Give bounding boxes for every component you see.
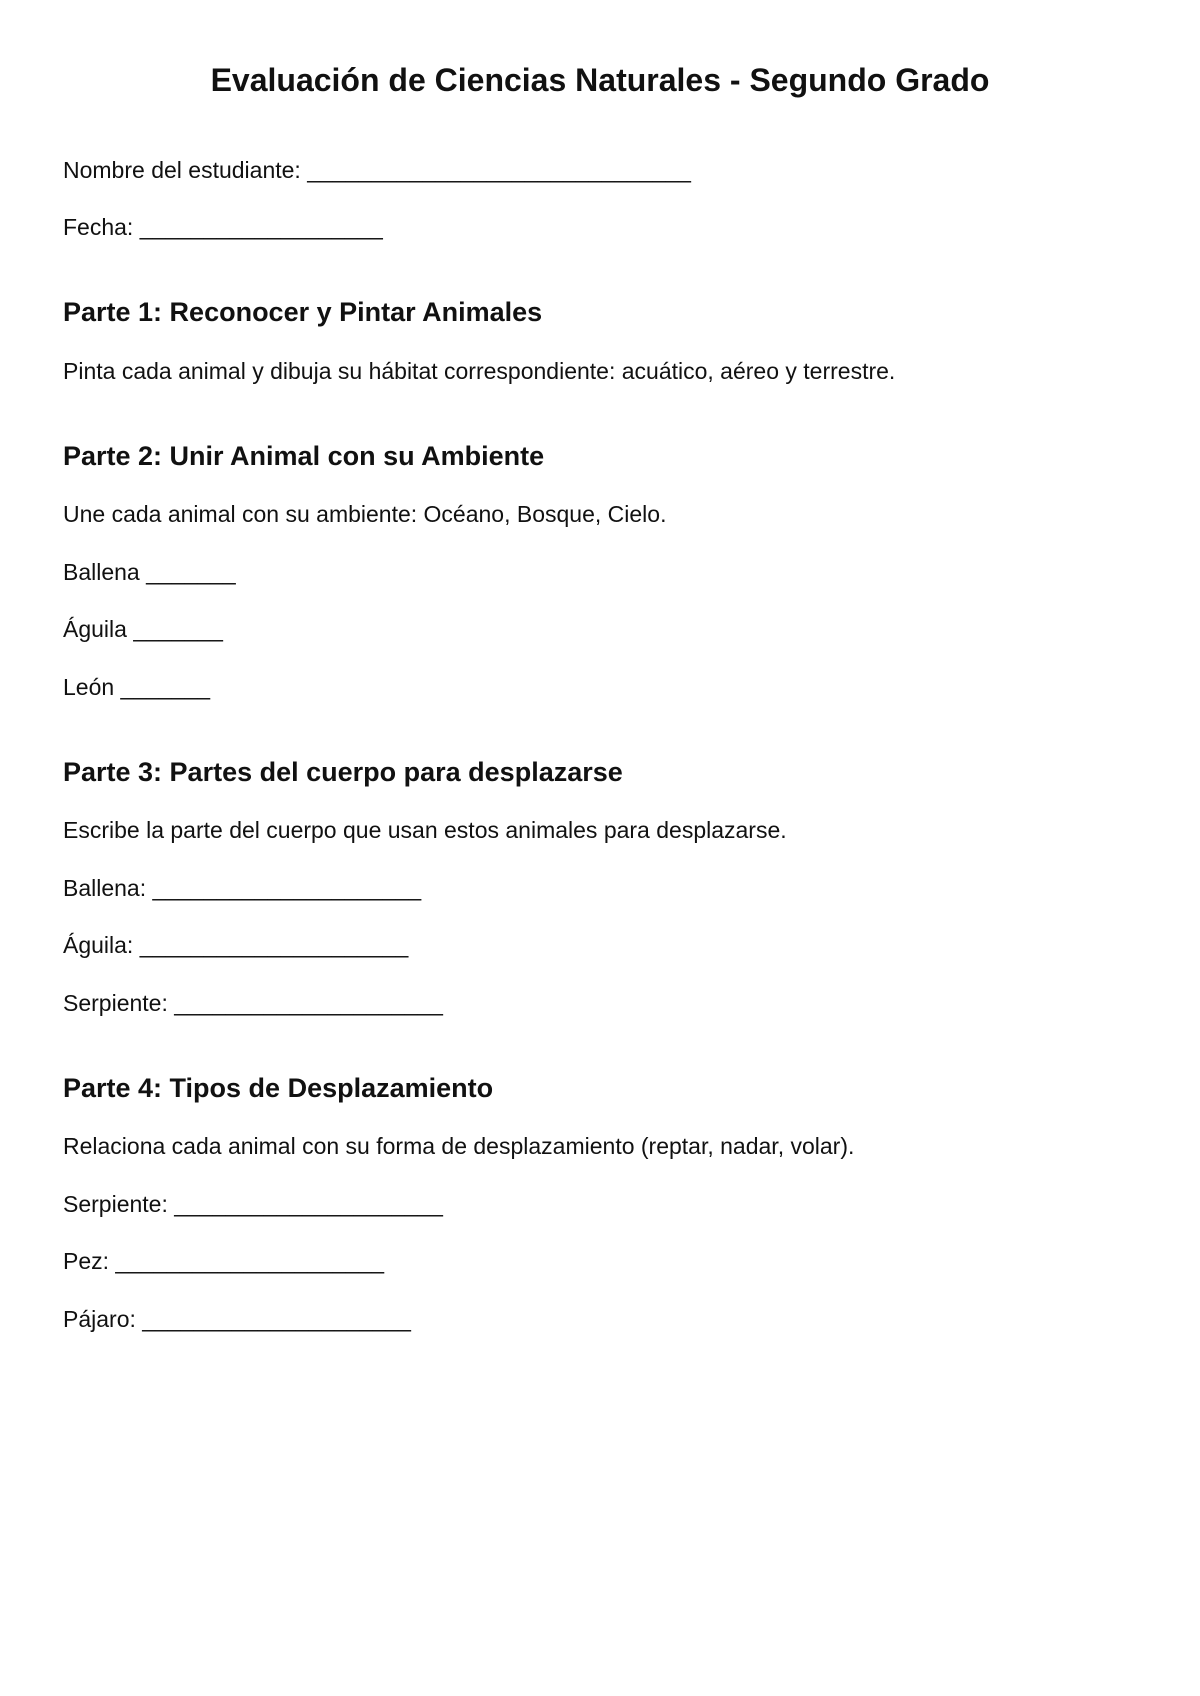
section-3-item-serpiente: Serpiente: _____________________ (63, 990, 443, 1016)
section-3-instruction: Escribe la parte del cuerpo que usan estos animales para desplazarse. (63, 817, 787, 843)
section-4-heading: Parte 4: Tipos de Desplazamiento (63, 1073, 494, 1103)
section-3-item-ballena: Ballena: _____________________ (63, 875, 422, 901)
page-title: Evaluación de Ciencias Naturales - Segundo Grado (210, 62, 990, 98)
date-field: Fecha: ___________________ (63, 214, 383, 240)
section-2-item-leon: León _______ (63, 674, 211, 700)
section-4-item-serpiente: Serpiente: _____________________ (63, 1191, 443, 1217)
section-2-instruction: Une cada animal con su ambiente: Océano, Bosque, Cielo. (63, 501, 667, 527)
section-4-instruction: Relaciona cada animal con su forma de desplazamiento (reptar, nadar, volar). (63, 1133, 855, 1159)
section-3-heading: Parte 3: Partes del cuerpo para desplazarse (63, 757, 623, 787)
section-1-instruction: Pinta cada animal y dibuja su hábitat correspondiente: acuático, aéreo y terrestre. (63, 358, 896, 384)
section-3-item-aguila: Águila: _____________________ (63, 932, 409, 958)
section-2-item-aguila: Águila _______ (63, 616, 223, 642)
section-2-item-ballena: Ballena _______ (63, 559, 236, 585)
section-4-item-pajaro: Pájaro: _____________________ (63, 1306, 411, 1332)
section-1-heading: Parte 1: Reconocer y Pintar Animales (63, 297, 543, 327)
student-name-field: Nombre del estudiante: ______________________________ (63, 157, 691, 183)
section-4-item-pez: Pez: _____________________ (63, 1248, 385, 1274)
section-2-heading: Parte 2: Unir Animal con su Ambiente (63, 441, 545, 471)
